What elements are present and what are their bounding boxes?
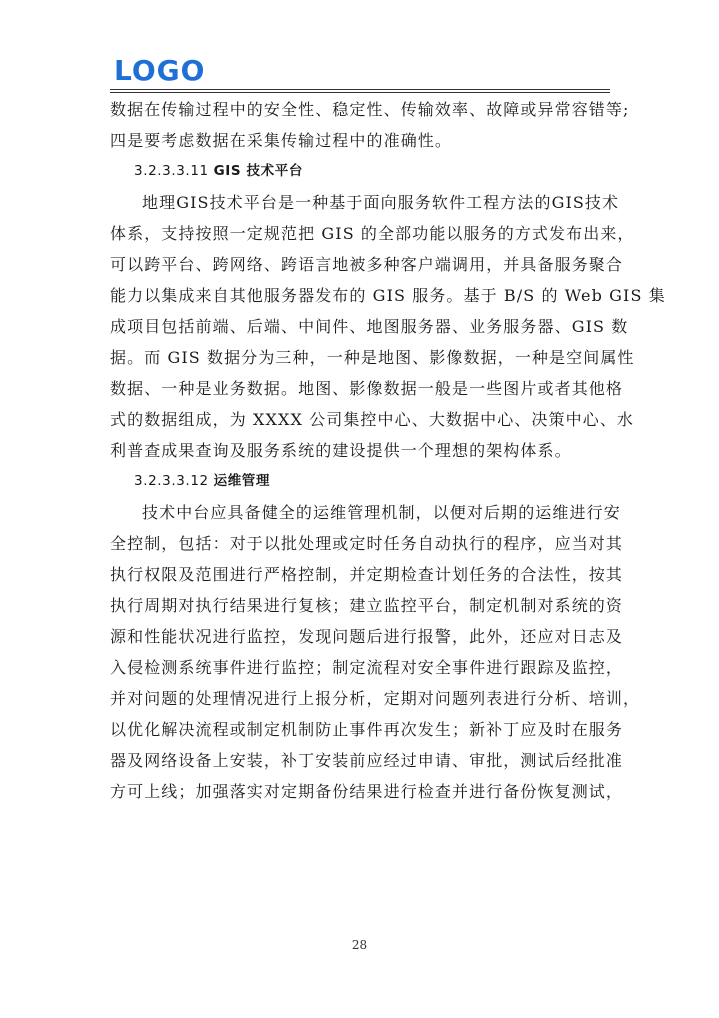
section-number: 3.2.3.3.12 — [134, 473, 209, 489]
paragraph-line: 成项目包括前端、后端、中间件、地图服务器、业务服务器、GIS 数 — [110, 317, 629, 336]
body-line: 四是要考虑数据在采集传输过程中的准确性。 — [110, 131, 453, 150]
header-divider — [110, 89, 610, 90]
paragraph-line: 源和性能状况进行监控，发现问题后进行报警，此外，还应对日志及 — [110, 627, 624, 646]
section-title: GIS 技术平台 — [213, 163, 303, 179]
paragraph-line: 技术中台应具备健全的运维管理机制，以便对后期的运维进行安 — [142, 503, 621, 522]
paragraph-line: 式的数据组成，为 XXXX 公司集控中心、大数据中心、决策中心、水 — [110, 410, 635, 429]
page-number: 28 — [351, 938, 368, 952]
body-line: 数据在传输过程中的安全性、稳定性、传输效率、故障或异常容错等; — [110, 100, 630, 119]
section-heading-ops — [110, 466, 610, 497]
section-title: 运维管理 — [213, 473, 271, 489]
paragraph-line: 能力以集成来自其他服务器发布的 GIS 服务。基于 B/S 的 Web GIS 集 — [110, 286, 666, 305]
document-body — [110, 94, 666, 807]
paragraph-line: 执行周期对执行结果进行复核；建立监控平台，制定机制对系统的资 — [110, 596, 624, 615]
header-divider-secondary — [110, 92, 610, 93]
section-heading-gis — [110, 156, 610, 187]
paragraph-line: 执行权限及范围进行严格控制，并定期检查计划任务的合法性，按其 — [110, 565, 624, 584]
paragraph-line: 地理GIS技术平台是一种基于面向服务软件工程方法的GIS技术 — [142, 193, 620, 212]
paragraph-line: 并对问题的处理情况进行上报分析，定期对问题列表进行分析、培训， — [110, 689, 641, 708]
paragraph-line: 器及网络设备上安装，补丁安装前应经过申请、审批，测试后经批准 — [110, 751, 624, 770]
logo: LOGO — [114, 54, 206, 87]
paragraph-line: 体系，支持按照一定规范把 GIS 的全部功能以服务的方式发布出来， — [110, 224, 635, 243]
paragraph-line: 方可上线；加强落实对定期备份结果进行检查并进行备份恢复测试， — [110, 782, 624, 801]
section-number: 3.2.3.3.11 — [134, 163, 209, 179]
paragraph-line: 入侵检测系统事件进行监控；制定流程对安全事件进行跟踪及监控， — [110, 658, 624, 677]
paragraph-line: 以优化解决流程或制定机制防止事件再次发生；新补丁应及时在服务 — [110, 720, 624, 739]
paragraph-line: 数据、一种是业务数据。地图、影像数据一般是一些图片或者其他格 — [110, 379, 624, 398]
paragraph-line: 全控制，包括：对于以批处理或定时任务自动执行的程序，应当对其 — [110, 534, 624, 553]
paragraph-line: 据。而 GIS 数据分为三种，一种是地图、影像数据，一种是空间属性 — [110, 348, 635, 367]
paragraph-line: 利普查成果查询及服务系统的建设提供一个理想的架构体系。 — [110, 441, 572, 460]
paragraph-line: 可以跨平台、跨网络、跨语言地被多种客户端调用，并具备服务聚合 — [110, 255, 624, 274]
